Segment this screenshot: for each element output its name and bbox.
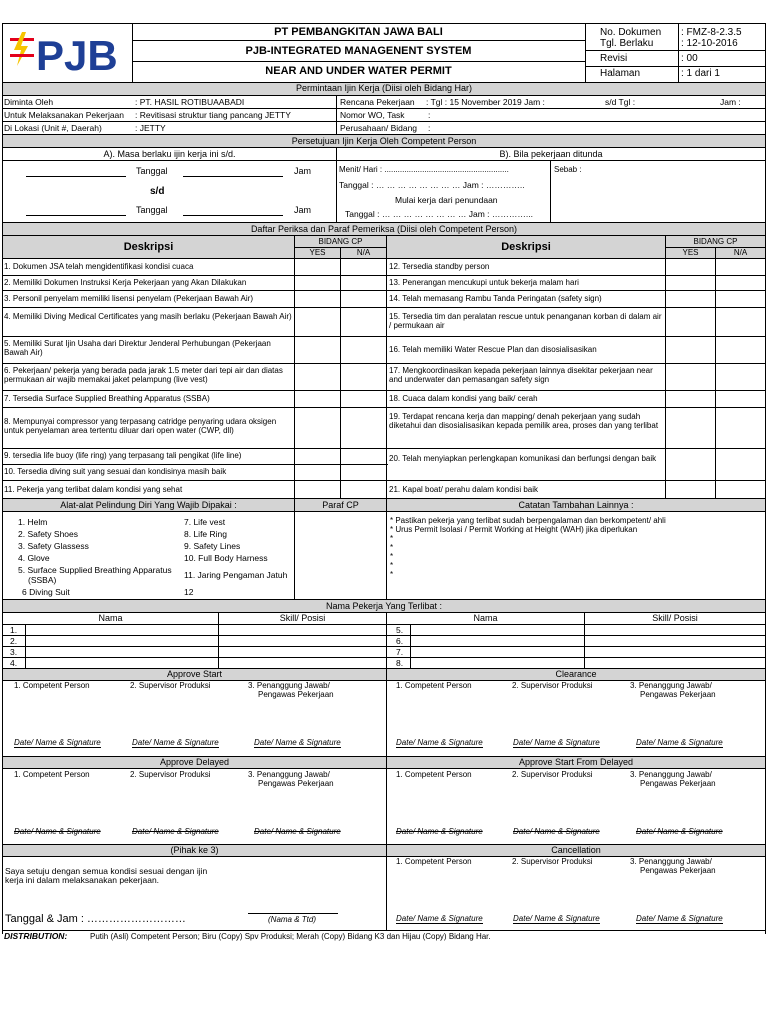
doc-no-label: No. Dokumen bbox=[600, 27, 662, 38]
ad-sig-2: Date/ Name & Signature bbox=[132, 827, 219, 836]
ppe-11: 11. Jaring Pengaman Jatuh bbox=[184, 570, 288, 580]
approve-start-title: Approve Start bbox=[166, 669, 223, 679]
check-item-18: 18. Cuaca dalam kondisi yang baik/ cerah bbox=[389, 394, 538, 403]
as-role-3b: Pengawas Pekerjaan bbox=[258, 690, 334, 699]
worker-7: 7. bbox=[396, 647, 404, 657]
pjb-logo bbox=[6, 26, 130, 80]
menit-hari: Menit/ Hari : ........................................................ bbox=[339, 165, 509, 174]
check-item-6: 6. Pekerjaan/ pekerja yang berada pada jarak 1.5 meter dari tepi air dan diatas permukaan air wajib memakai jaket pelampung (live vest) bbox=[4, 366, 283, 384]
cl-sig-2: Date/ Name & Signature bbox=[513, 738, 600, 747]
cn-role-1: 1. Competent Person bbox=[396, 857, 472, 866]
afd-role-2: 2. Supervisor Produksi bbox=[512, 770, 593, 779]
check-item-15: 15. Tersedia tim dan peralatan rescue untuk penanganan korban di dalam air / permukaan air bbox=[389, 312, 662, 330]
check-item-4: 4. Memiliki Diving Medical Certificates yang masih berlaku (Pekerjaan Bawah Air) bbox=[4, 312, 292, 321]
ppe-12: 12 bbox=[184, 587, 194, 597]
catatan-5: * bbox=[390, 552, 394, 561]
pihak3-text: Saya setuju dengan semua kondisi sesuai dengan ijin kerja ini dalam melaksanakan pekerjaan. bbox=[5, 866, 208, 886]
check-item-21: 21. Kapal boat/ perahu dalam kondisi baik bbox=[389, 485, 538, 494]
worker-8: 8. bbox=[396, 658, 404, 668]
doc-rev-label: Revisi bbox=[600, 53, 628, 64]
cl-role-3b: Pengawas Pekerjaan bbox=[640, 690, 716, 699]
workers-skill-right: Skill/ Posisi bbox=[652, 613, 698, 623]
lokasi-label: Di Lokasi (Unit #, Daerah) bbox=[4, 123, 102, 133]
afd-role-3b: Pengawas Pekerjaan bbox=[640, 779, 716, 788]
check-item-1: 1. Dokumen JSA telah mengidentifikasi kondisi cuaca bbox=[4, 262, 194, 271]
company-name: PT PEMBANGKITAN JAWA BALI bbox=[274, 26, 443, 38]
as-sig-3: Date/ Name & Signature bbox=[254, 738, 341, 747]
afd-role-1: 1. Competent Person bbox=[396, 770, 472, 779]
ppe-7: 7. Life vest bbox=[184, 517, 226, 527]
ppe-5: 5. Surface Supplied Breathing Apparatus bbox=[18, 565, 172, 575]
doc-rev-value: : 00 bbox=[681, 53, 698, 64]
approval-a-title: A). Masa berlaku ijin kerja ini s/d. bbox=[103, 149, 236, 159]
check-item-9: 9. tersedia life buoy (life ring) yang terpasang tali pengikat (life line) bbox=[4, 451, 242, 460]
lokasi-value: : JETTY bbox=[135, 123, 166, 133]
cl-role-1: 1. Competent Person bbox=[396, 681, 472, 690]
catatan-6: * bbox=[390, 561, 394, 570]
cn-role-2: 2. Supervisor Produksi bbox=[512, 857, 593, 866]
perusahaan-value: : bbox=[428, 123, 431, 133]
yes-left-header: YES bbox=[309, 248, 326, 257]
worker-5: 5. bbox=[396, 625, 404, 635]
ad-role-3: 3. Penanggung Jawab/ bbox=[248, 770, 330, 779]
cancellation-title: Cancellation bbox=[551, 845, 601, 855]
check-item-13: 13. Penerangan mencukupi untuk bekerja malam hari bbox=[389, 278, 579, 287]
nomor-value: : bbox=[428, 110, 431, 120]
pihak3-nama: (Nama & Ttd) bbox=[268, 915, 317, 924]
deskripsi-left-header: Deskripsi bbox=[123, 241, 174, 253]
doc-date-value: : 12-10-2016 bbox=[681, 38, 738, 49]
check-item-17: 17. Mengkoordinasikan kepada pekerjaan lainnya disekitar pekerjaan near and underwater dan pemasangan safety sign bbox=[389, 366, 653, 384]
ppe-1: 1. Helm bbox=[18, 517, 48, 527]
doc-page-value: : 1 dari 1 bbox=[681, 68, 720, 79]
catatan-7: * bbox=[390, 570, 394, 579]
ppe-header: Alat-alat Pelindung Diri Yang Wajib Dipakai : bbox=[60, 500, 237, 510]
ppe-6: 6 Diving Suit bbox=[22, 587, 70, 597]
doc-date-label: Tgl. Berlaku bbox=[600, 38, 654, 49]
sd-tgl: s/d Tgl : bbox=[605, 97, 636, 107]
jam-2: Jam bbox=[294, 205, 312, 215]
catatan-4: * bbox=[390, 543, 394, 552]
perusahaan-label: Perusahaan/ Bidang bbox=[340, 123, 418, 133]
bidang-right-header: BIDANG CP bbox=[693, 237, 738, 246]
as-sig-1: Date/ Name & Signature bbox=[14, 738, 101, 747]
distribution-label: DISTRIBUTION: bbox=[4, 931, 68, 941]
afd-role-3: 3. Penanggung Jawab/ bbox=[630, 770, 712, 779]
worker-2: 2. bbox=[10, 636, 18, 646]
ppe-5b: (SSBA) bbox=[28, 575, 57, 585]
pihak3-title: (Pihak ke 3) bbox=[170, 845, 219, 855]
deskripsi-right-header: Deskripsi bbox=[501, 241, 551, 253]
approve-delayed-title: Approve Delayed bbox=[159, 757, 230, 767]
check-item-7: 7. Tersedia Surface Supplied Breathing Apparatus (SSBA) bbox=[4, 394, 210, 403]
approval-b-title: B). Bila pekerjaan ditunda bbox=[499, 149, 603, 159]
afd-sig-1: Date/ Name & Signature bbox=[396, 827, 483, 836]
distribution-text: Putih (Asli) Competent Person; Biru (Copy) Spv Produksi; Merah (Copy) Bidang K3 dan Hijau (Copy) Bidang Har. bbox=[90, 932, 491, 941]
workers-header: Nama Pekerja Yang Terlibat : bbox=[325, 601, 443, 611]
jam-1: Jam bbox=[294, 166, 312, 176]
check-item-3: 3. Personil penyelam memiliki lisensi penyelam (Pekerjaan Bawah Air) bbox=[4, 294, 253, 303]
worker-4: 4. bbox=[10, 658, 18, 668]
tanggal-2: Tanggal bbox=[136, 205, 168, 215]
catatan-3: * bbox=[390, 534, 394, 543]
diminta-label: Diminta Oleh bbox=[4, 97, 54, 107]
request-header: Permintaan Ijin Kerja (Diisi oleh Bidang Har) bbox=[295, 83, 473, 93]
check-item-11: 11. Pekerja yang terlibat dalam kondisi yang sehat bbox=[4, 485, 183, 494]
nomor-label: Nomor WO, Task bbox=[340, 110, 405, 120]
check-item-19: 19. Terdapat rencana kerja dan mapping/ denah pekerjaan yang sudah diketahui dan disosialisasikan kepada pemilik area, proses dan yang terlibat bbox=[389, 412, 659, 430]
check-item-14: 14. Telah memasang Rambu Tanda Peringatan (safety sign) bbox=[389, 294, 602, 303]
as-sig-2: Date/ Name & Signature bbox=[132, 738, 219, 747]
cn-sig-2: Date/ Name & Signature bbox=[513, 914, 600, 923]
bidang-left-header: BIDANG CP bbox=[318, 237, 363, 246]
workers-nama-right: Nama bbox=[473, 613, 498, 623]
afd-sig-2: Date/ Name & Signature bbox=[513, 827, 600, 836]
clearance-title: Clearance bbox=[555, 669, 597, 679]
ad-sig-3: Date/ Name & Signature bbox=[254, 827, 341, 836]
diminta-value: : PT. HASIL ROTIBUAABADI bbox=[135, 97, 245, 107]
catatan-header: Catatan Tambahan Lainnya : bbox=[518, 500, 634, 510]
afd-sig-3: Date/ Name & Signature bbox=[636, 827, 723, 836]
tanggal-1: Tanggal bbox=[136, 166, 168, 176]
sd-label: s/d bbox=[150, 186, 165, 197]
worker-3: 3. bbox=[10, 647, 18, 657]
ppe-9: 9. Safety Lines bbox=[184, 541, 241, 551]
yes-right-header: YES bbox=[682, 248, 699, 257]
cl-sig-1: Date/ Name & Signature bbox=[396, 738, 483, 747]
ad-sig-1: Date/ Name & Signature bbox=[14, 827, 101, 836]
system-name: PJB-INTEGRATED MANAGENENT SYSTEM bbox=[245, 45, 472, 57]
check-item-8: 8. Mempunyai compressor yang terpasang catridge penyaring udara oksigen untuk penyelaman area tertentu diluar dari open water (CWP, dll) bbox=[4, 417, 277, 435]
cn-sig-1: Date/ Name & Signature bbox=[396, 914, 483, 923]
check-item-16: 16. Telah memiliki Water Rescue Plan dan disosialisasikan bbox=[389, 345, 597, 354]
catatan-1: * Pastikan pekerja yang terlibat sudah berpengalaman dan berkompetent/ ahli bbox=[390, 516, 666, 525]
workers-nama-left: Nama bbox=[98, 613, 123, 623]
na-left-header: N/A bbox=[356, 248, 371, 257]
worker-6: 6. bbox=[396, 636, 404, 646]
paraf-cp-header: Paraf CP bbox=[322, 500, 359, 510]
checklist-header: Daftar Periksa dan Paraf Pemeriksa (Diisi oleh Competent Person) bbox=[250, 224, 518, 234]
rencana-value: : Tgl : 15 November 2019 Jam : bbox=[426, 97, 545, 107]
approve-from-delayed-title: Approve Start From Delayed bbox=[518, 757, 634, 767]
check-item-2: 2. Memiliki Dokumen Instruksi Kerja Pekerjaan yang Akan Dilakukan bbox=[4, 278, 247, 287]
tanggal-dots-1: Tanggal : … … … … … … … … Jam : ………….. bbox=[339, 180, 525, 190]
untuk-label: Untuk Melaksanakan Pekerjaan bbox=[4, 110, 125, 120]
tanggal-dots-2: Tanggal : … … … … … … … … Jam : …………... bbox=[345, 209, 533, 219]
check-item-20: 20. Telah menyiapkan perlengkapan komunikasi dan berfungsi dengan baik bbox=[389, 454, 657, 463]
jam-label: Jam : bbox=[720, 97, 741, 107]
cn-sig-3: Date/ Name & Signature bbox=[636, 914, 723, 923]
cl-sig-3: Date/ Name & Signature bbox=[636, 738, 723, 747]
workers-skill-left: Skill/ Posisi bbox=[279, 613, 326, 623]
rencana-label: Rencana Pekerjaan bbox=[340, 97, 415, 107]
na-right-header: N/A bbox=[733, 248, 748, 257]
check-item-12: 12. Tersedia standby person bbox=[389, 262, 490, 271]
untuk-value: : Revitisasi struktur tiang pancang JETTY bbox=[135, 110, 291, 120]
as-role-1: 1. Competent Person bbox=[14, 681, 90, 690]
logo-text: PJB bbox=[36, 32, 118, 79]
ad-role-3b: Pengawas Pekerjaan bbox=[258, 779, 334, 788]
ppe-3: 3. Safety Glassess bbox=[18, 541, 89, 551]
ppe-8: 8. Life Ring bbox=[184, 529, 227, 539]
cl-role-3: 3. Penanggung Jawab/ bbox=[630, 681, 712, 690]
ppe-2: 2. Safety Shoes bbox=[18, 529, 79, 539]
pihak3-tanggal: Tanggal & Jam : ……………………… bbox=[5, 913, 186, 925]
cn-role-3: 3. Penanggung Jawab/ bbox=[630, 857, 712, 866]
doc-no-value: : FMZ-8-2.3.5 bbox=[681, 27, 742, 38]
cn-role-3b: Pengawas Pekerjaan bbox=[640, 866, 716, 875]
ad-role-2: 2. Supervisor Produksi bbox=[130, 770, 211, 779]
ad-role-1: 1. Competent Person bbox=[14, 770, 90, 779]
as-role-2: 2. Supervisor Produksi bbox=[130, 681, 211, 690]
cl-role-2: 2. Supervisor Produksi bbox=[512, 681, 593, 690]
doc-page-label: Halaman bbox=[600, 68, 641, 79]
ppe-10: 10. Full Body Harness bbox=[184, 553, 268, 563]
form-title: NEAR AND UNDER WATER PERMIT bbox=[265, 65, 452, 77]
ppe-4: 4. Glove bbox=[18, 553, 50, 563]
sebab-label: Sebab : bbox=[554, 165, 582, 174]
mulai-label: Mulai kerja dari penundaan bbox=[395, 195, 498, 205]
catatan-2: * Urus Permit Isolasi / Permit Working at Height (WAH) jika diperlukan bbox=[390, 525, 638, 534]
as-role-3: 3. Penanggung Jawab/ bbox=[248, 681, 330, 690]
check-item-10: 10. Tersedia diving suit yang sesuai dan kondisinya masih baik bbox=[4, 467, 227, 476]
worker-1: 1. bbox=[10, 625, 18, 635]
check-item-5: 5. Memiliki Surat Ijin Usaha dari Direktur Jenderal Perhubungan (Pekerjaan Bawah Air) bbox=[4, 339, 271, 357]
approval-header: Persetujuan Ijin Kerja Oleh Competent Person bbox=[291, 136, 477, 146]
